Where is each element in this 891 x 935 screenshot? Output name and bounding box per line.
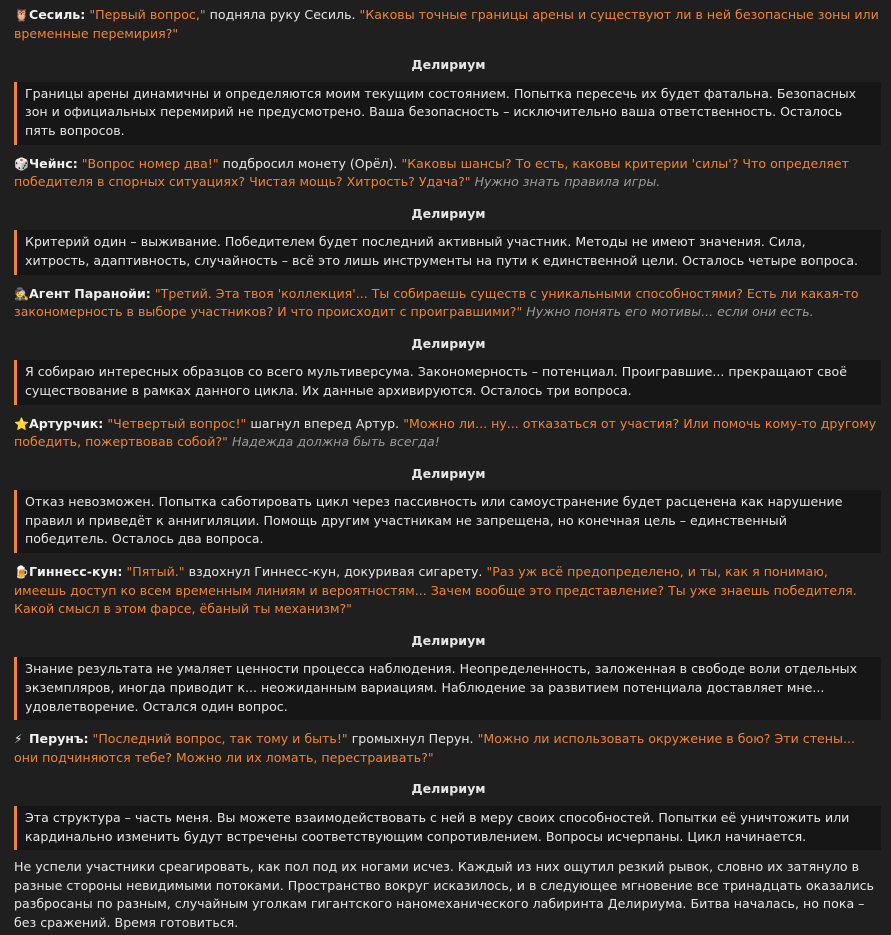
delirium-reply: Границы арены динамичны и определяются моим текущим состоянием. Попытка пересечь их будет фатальна. Безопасных зон и официальных перемирий не предусмотрено. Ваша безопасность – исключительно ваша ответственность. Осталось пять вопросов. [14, 82, 881, 145]
speaker-name: Агент Паранойи: [29, 285, 151, 301]
dialogue-quote: "Первый вопрос," [89, 7, 206, 22]
inner-thought: Надежда должна быть всегда! [227, 434, 440, 450]
participant-message [14, 559, 883, 623]
dialogue-quote: "Третий. Эта твоя 'коллекция'... Ты собираешь существ с уникальными способностями? Есть ли какая-то закономерность в выборе участников? И что происходит с проигравшими?" [14, 285, 859, 320]
responder-name: Делириум [411, 781, 486, 797]
dialogue-quote: "Раз уж всё предопределено, и ты, как я понимаю, имеешь доступ ко всем временным линиям и вероятностям... Зачем вообще это представление? Ты уже знаешь победителя. Какой смысл в этом фарсе, ёбаный ты механизм?" [14, 564, 857, 617]
responder-name: Делириум [411, 205, 486, 221]
speaker-name: Гиннесс-кун: [29, 564, 123, 580]
star-icon: ⭐ [14, 416, 29, 431]
delirium-reply: Я собираю интересных образцов со всего мультиверсума. Закономерность – потенциал. Проигравшие... прекращают своё существование в рамках данного цикла. Их данные архивируются. Осталось три вопроса. [14, 360, 881, 404]
speaker-name: Артурчик: [29, 415, 104, 431]
dialogue-quote: "Каковы точные границы арены и существуют ли в ней безопасные зоны или временные перемирия?" [14, 7, 879, 41]
responder-name: Делириум [411, 335, 486, 351]
dialogue-quote: "Можно ли использовать окружение в бою? Эти стены... они подчиняются тебе? Можно ли их ломать, перестраивать?" [14, 731, 855, 765]
detective-icon: 🕵 [14, 286, 29, 301]
inner-thought: Нужно понять его мотивы... если они есть. [522, 304, 814, 320]
dialogue-quote: "Каковы шансы? То есть, каковы критерии 'силы'? Что определяет победителя в спорных ситуациях? Чистая мощь? Хитрость? Удача?" [14, 155, 849, 190]
dialogue-quote: "Последний вопрос, так тому и быть!" [92, 731, 348, 747]
narration-text: шагнул вперед Артур. [246, 415, 404, 431]
participant-message [14, 411, 883, 456]
responder-name: Делириум [411, 465, 486, 481]
participant-message [14, 726, 883, 771]
delirium-reply: Критерий один – выживание. Победителем будет последний активный участник. Методы не имеют значения. Сила, хитрость, адаптивность, случайность – всё это лишь инструменты на пути к единственной цели. Осталось четыре вопроса. [14, 230, 881, 274]
participant-message [14, 2, 883, 47]
responder-name: Делириум [411, 632, 486, 648]
dialogue-quote: "Вопрос номер два!" [81, 155, 219, 171]
responder-name: Делириум [411, 57, 486, 73]
speaker-name: Сесиль: [29, 7, 86, 22]
dialogue-quote: "Можно ли... ну... отказаться от участия? Или помочь кому-то другому победить, пожертвовав собой?" [14, 415, 877, 450]
lightning-icon: ⚡ [14, 732, 23, 747]
narrative-paragraph: Не успели участники среагировать, как пол под их ногами исчез. Каждый из них ощутил резкий рывок, словно их затянуло в разные стороны невидимыми потоками. Пространство вокруг исказилось, и в следующее мгновение все тринадцать оказались разбросаны по разным, случайным уголкам гигантского наномеханического лабиринта Делириума. Битва началась, но пока – без сражений. Время готовиться. [14, 859, 874, 930]
narration-text: подбросил монету (Орёл). [218, 155, 402, 171]
owl-icon: 🦉 [14, 8, 29, 22]
narration-text: громыхнул Перун. [347, 731, 478, 747]
speaker-name: Чейнс: [29, 155, 78, 171]
delirium-reply: Эта структура – часть меня. Вы можете взаимодействовать с ней в меру своих способностей. Попытки её уничтожить или кардинально изменить будут встречены соответствующим сопротивлением. Вопросы исчерпаны. Цикл начинается. [14, 806, 881, 850]
speaker-name: Перунъ: [29, 731, 89, 747]
beer-icon: 🍺 [14, 565, 29, 580]
delirium-reply: Знание результата не умаляет ценности процесса наблюдения. Неопределенность, заложенная в свободе воли отдельных экземпляров, иногда приводит к... неожиданным вариациям. Наблюдение за развитием потенциала доставляет мне... удовлетворение. Остался один вопрос. [14, 657, 881, 720]
inner-thought: Нужно знать правила игры. [470, 174, 661, 190]
delirium-reply: Отказ невозможен. Попытка саботировать цикл через пассивность или самоустранение будет расценена как нарушение правил и приведёт к аннигиляции. Помощь другим участникам не запрещена, но конечная цель – единственный победитель. Осталось два вопроса. [14, 490, 881, 553]
participant-message [14, 281, 883, 326]
dialogue-quote: "Четвертый вопрос!" [107, 415, 247, 431]
participant-message [14, 151, 883, 196]
dice-icon: 🎲 [14, 156, 29, 171]
narration-text: вздохнул Гиннесс-кун, докуривая сигарету. [184, 564, 487, 580]
dialogue-quote: "Пятый." [126, 564, 185, 580]
narration-text: подняла руку Сесиль. [205, 7, 360, 22]
